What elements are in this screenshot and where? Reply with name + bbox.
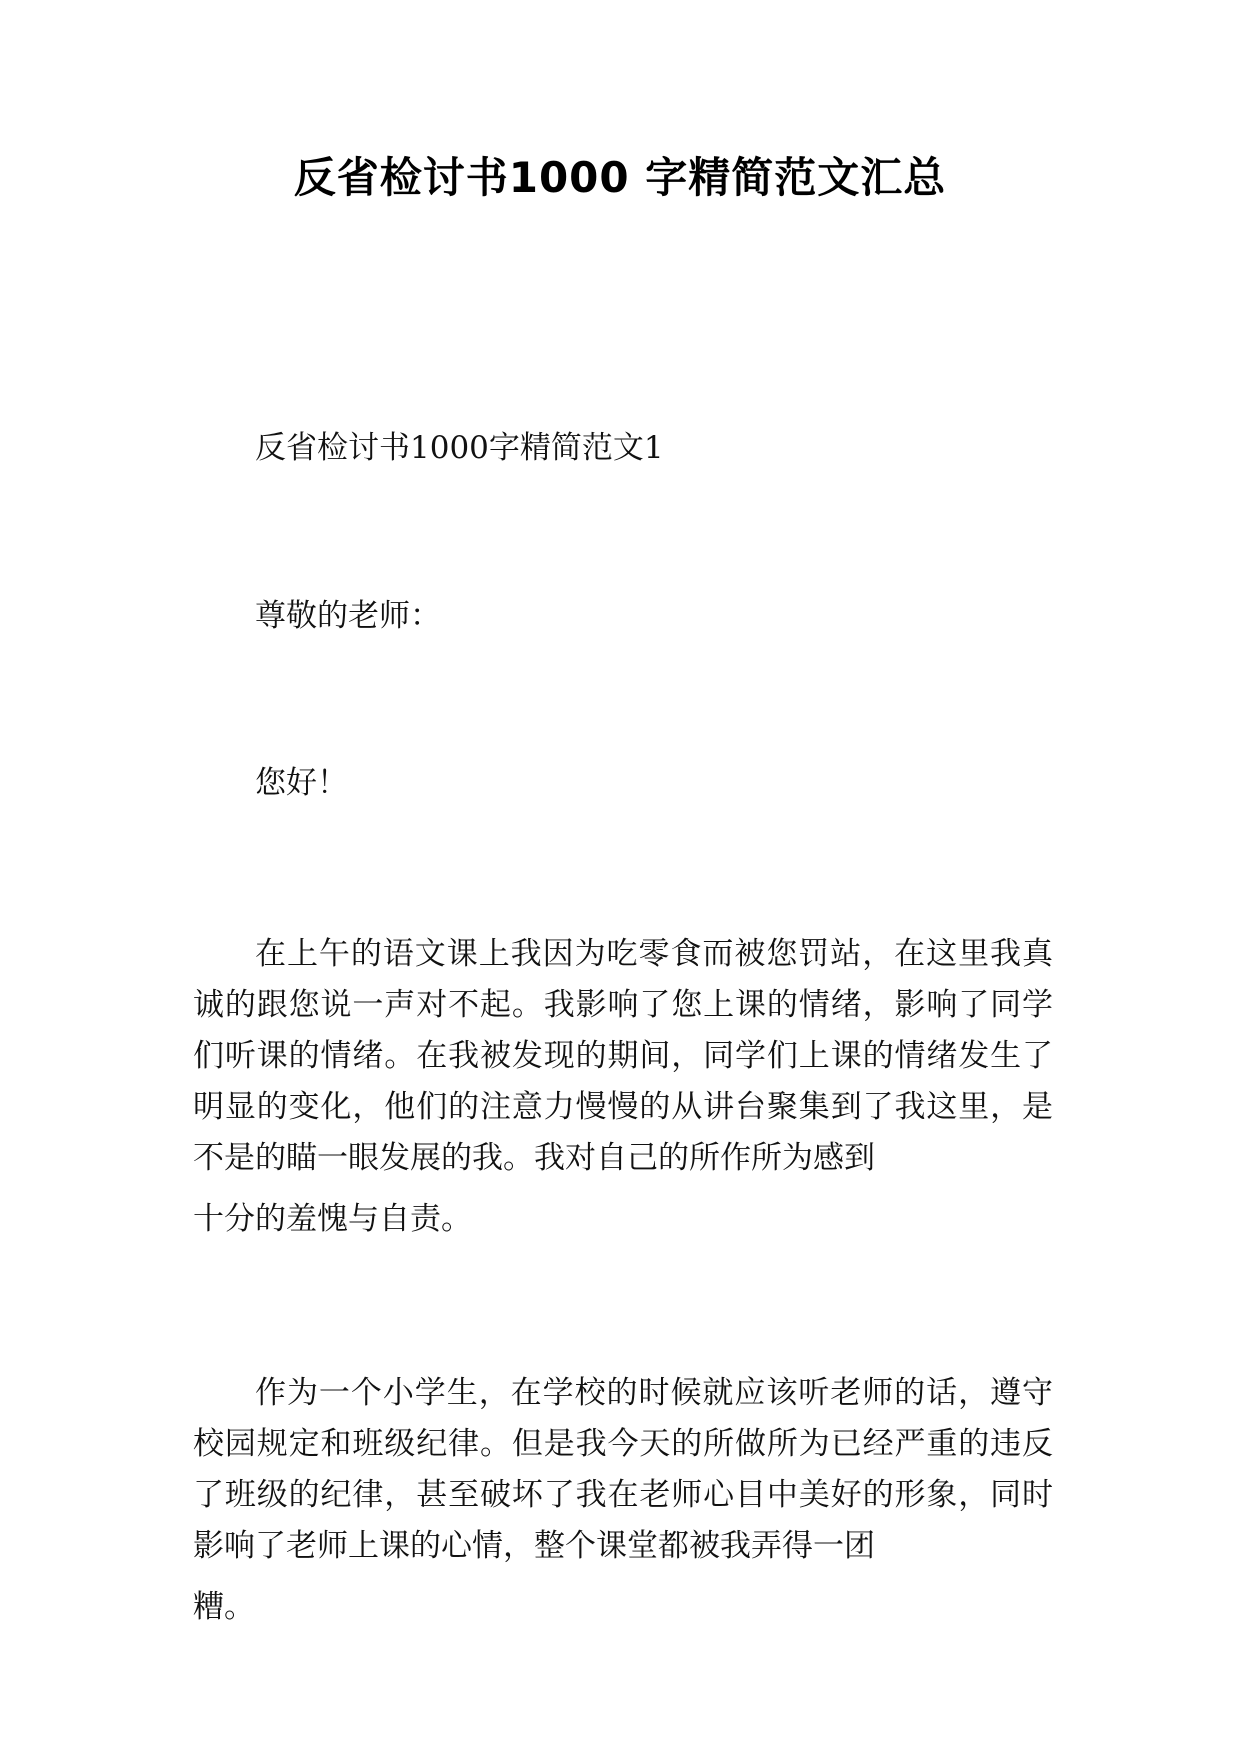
paragraph-2-tail: 糟。 (193, 1589, 255, 1625)
section-heading: 反省检讨书1000字精简范文1 (255, 430, 664, 466)
document-title: 反省检讨书1000 字精简范文汇总 (293, 153, 947, 202)
body-paragraph-2 (193, 1368, 1053, 1633)
paragraph-1-tail: 十分的羞愧与自责。 (193, 1201, 472, 1237)
paragraph-1-body: 在上午的语文课上我因为吃零食而被您罚站，在这里我真诚的跟您说一声对不起。我影响了您上课的情绪，影响了同学们听课的情绪。在我被发现的期间，同学们上课的情绪发生了明显的变化，他们的注意力慢慢的从讲台聚集到了我这里，是不是的瞄一眼发展的我。我对自己的所作所为感到 (193, 936, 1053, 1176)
paragraph-2-body: 作为一个小学生，在学校的时候就应该听老师的话，遵守校园规定和班级纪律。但是我今天的所做所为已经严重的违反了班级的纪律，甚至破坏了我在老师心目中美好的形象，同时影响了老师上课的心情，整个课堂都被我弄得一团 (193, 1375, 1053, 1564)
body-paragraph-1 (193, 929, 1053, 1245)
greeting: 您好！ (255, 765, 348, 801)
salutation: 尊敬的老师： (255, 598, 441, 634)
